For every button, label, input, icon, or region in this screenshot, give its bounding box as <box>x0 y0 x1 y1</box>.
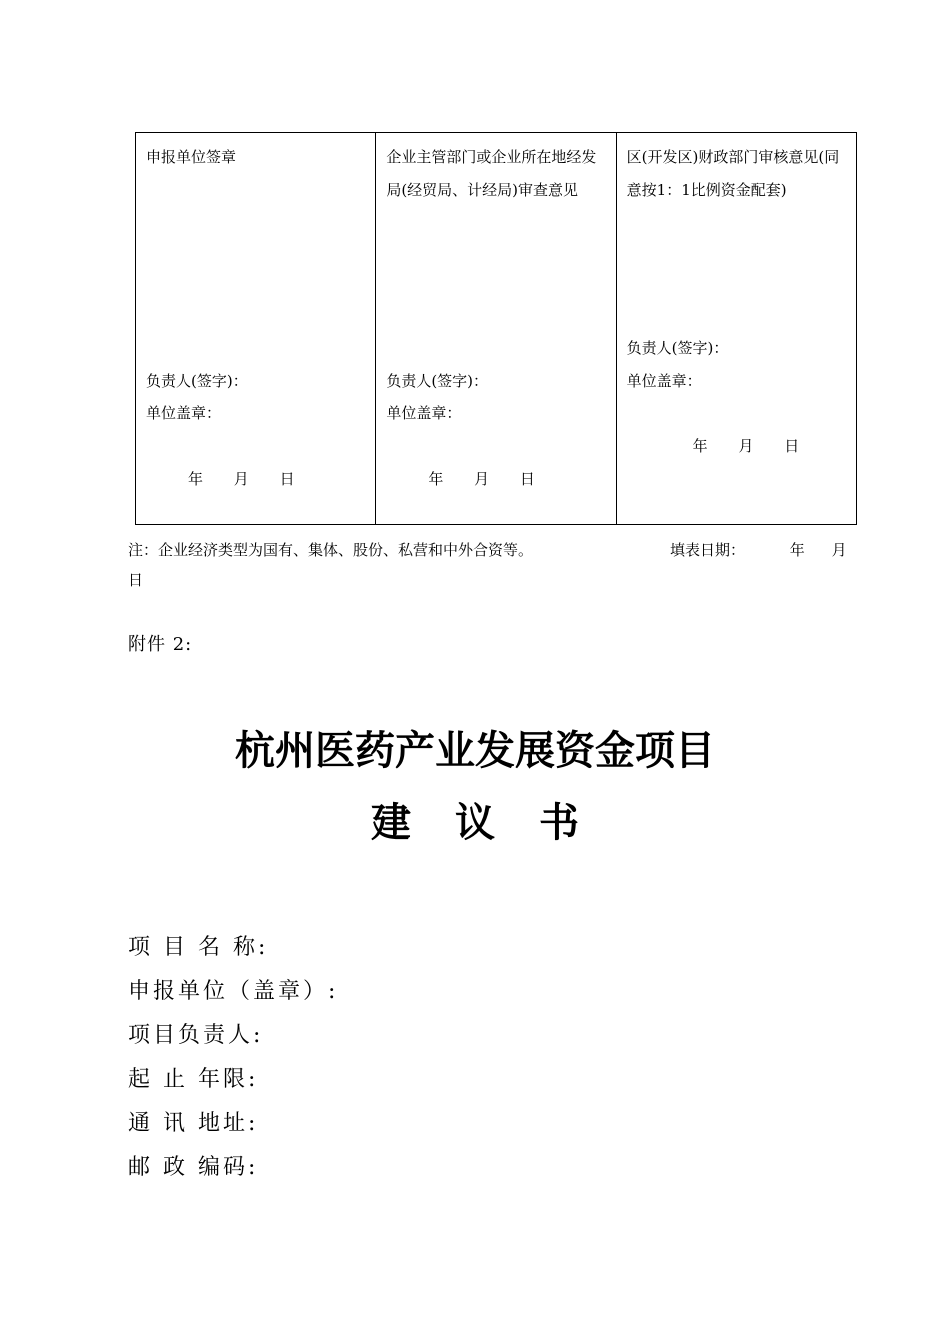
fill-date-label: 填表日期： <box>670 541 746 559</box>
day-label: 日 <box>784 437 800 455</box>
unit-seal-label: 单位盖章： <box>626 372 702 390</box>
field-address: 通 讯 地址: <box>128 1111 259 1136</box>
fill-date-day: 日 <box>128 571 144 589</box>
date-line <box>188 469 295 489</box>
field-applicant-unit: 申报单位（盖章）: <box>128 979 339 1004</box>
day-label: 日 <box>279 470 295 488</box>
cell-title: 区(开发区)财政部门审核意见(同意按1：1比例资金配套) <box>626 148 840 199</box>
date-line <box>693 436 800 456</box>
cell-title: 申报单位签章 <box>146 148 237 166</box>
date-line <box>428 469 535 489</box>
signature-cell-applicant <box>136 133 376 525</box>
day-label: 日 <box>519 470 535 488</box>
fill-date-year: 年 <box>789 541 805 559</box>
unit-seal-label: 单位盖章： <box>146 404 222 422</box>
year-label: 年 <box>692 437 708 455</box>
signature-table <box>135 132 857 525</box>
month-label: 月 <box>738 437 754 455</box>
signature-cell-finance <box>616 133 856 525</box>
field-project-leader: 项目负责人: <box>128 1023 264 1048</box>
annex-label: 附件 2: <box>128 634 193 655</box>
unit-seal-label: 单位盖章： <box>386 404 462 422</box>
project-info-fields <box>128 926 338 1190</box>
fill-date-month: 月 <box>831 541 847 559</box>
person-in-charge-label: 负责人(签字)： <box>626 339 729 357</box>
year-label: 年 <box>428 470 444 488</box>
month-label: 月 <box>233 470 249 488</box>
person-in-charge-label: 负责人(签字)： <box>386 372 489 390</box>
signature-cell-department <box>376 133 616 525</box>
document-subtitle: 建议书 <box>371 800 623 846</box>
document-title: 杭州医药产业发展资金项目 <box>235 728 715 774</box>
table-note <box>128 535 847 589</box>
fill-date <box>670 535 847 565</box>
note-text: 注：企业经济类型为国有、集体、股份、私营和中外合资等。 <box>128 541 534 559</box>
field-period: 起 止 年限: <box>128 1067 259 1092</box>
year-label: 年 <box>188 470 204 488</box>
field-postal-code: 邮 政 编码: <box>128 1155 259 1180</box>
field-project-name: 项 目 名 称: <box>128 935 269 960</box>
cell-title: 企业主管部门或企业所在地经发局(经贸局、计经局)审查意见 <box>386 148 597 199</box>
person-in-charge-label: 负责人(签字)： <box>146 372 248 390</box>
month-label: 月 <box>474 470 490 488</box>
